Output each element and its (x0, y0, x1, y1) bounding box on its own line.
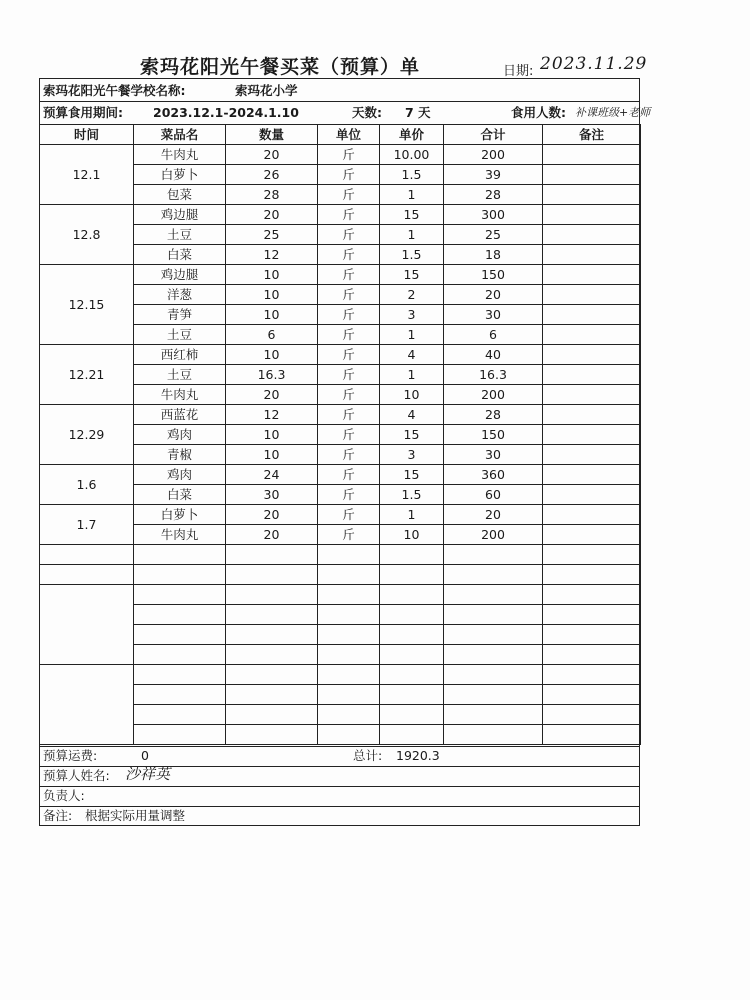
table-row (40, 345, 641, 365)
blank-cell (318, 605, 380, 625)
header-unit: 单位 (318, 125, 380, 145)
quantity-cell: 24 (226, 465, 318, 485)
blank-cell (380, 685, 444, 705)
blank-cell (543, 565, 641, 585)
note-cell (543, 485, 641, 505)
days-label: 天数: (352, 105, 382, 120)
blank-cell (134, 605, 226, 625)
date-cell: 12.29 (40, 405, 134, 465)
date-cell: 12.1 (40, 145, 134, 205)
quantity-cell: 25 (226, 225, 318, 245)
blank-cell (444, 725, 543, 745)
note-cell (543, 305, 641, 325)
date-cell: 12.8 (40, 205, 134, 265)
blank-cell (226, 625, 318, 645)
blank-cell (444, 645, 543, 665)
days-value: 7 天 (405, 105, 431, 120)
blank-cell (543, 665, 641, 685)
note-cell (543, 345, 641, 365)
unit-cell: 斤 (318, 465, 380, 485)
item-name-cell: 鸡肉 (134, 465, 226, 485)
line-total-cell: 360 (444, 465, 543, 485)
quantity-cell: 20 (226, 525, 318, 545)
responsible-row (39, 786, 640, 806)
blank-cell (134, 545, 226, 565)
remark-label: 备注: (43, 808, 73, 823)
table-row (40, 505, 641, 525)
unit-price-cell: 4 (380, 405, 444, 425)
unit-price-cell: 3 (380, 445, 444, 465)
blank-cell (444, 665, 543, 685)
blank-cell (380, 605, 444, 625)
item-name-cell: 土豆 (134, 325, 226, 345)
line-total-cell: 28 (444, 405, 543, 425)
blank-row (40, 585, 641, 605)
preparer-row (39, 766, 640, 786)
table-row (40, 145, 641, 165)
quantity-cell: 12 (226, 405, 318, 425)
unit-cell: 斤 (318, 205, 380, 225)
unit-cell: 斤 (318, 185, 380, 205)
unit-price-cell: 2 (380, 285, 444, 305)
preparer-label: 预算人姓名: (43, 768, 110, 783)
blank-cell (226, 725, 318, 745)
item-name-cell: 鸡边腿 (134, 205, 226, 225)
responsible-label: 负责人: (43, 788, 85, 803)
blank-cell (226, 605, 318, 625)
unit-cell: 斤 (318, 325, 380, 345)
blank-cell (380, 705, 444, 725)
blank-cell (543, 585, 641, 605)
note-cell (543, 445, 641, 465)
diners-value: 补课班级+老师 (575, 106, 651, 119)
blank-row (40, 545, 641, 565)
note-cell (543, 225, 641, 245)
line-total-cell: 6 (444, 325, 543, 345)
header-qty: 数量 (226, 125, 318, 145)
quantity-cell: 6 (226, 325, 318, 345)
blank-cell (444, 545, 543, 565)
quantity-cell: 20 (226, 505, 318, 525)
quantity-cell: 10 (226, 425, 318, 445)
note-cell (543, 525, 641, 545)
blank-date-cell (40, 585, 134, 665)
unit-price-cell: 1 (380, 225, 444, 245)
line-total-cell: 200 (444, 145, 543, 165)
item-name-cell: 牛肉丸 (134, 385, 226, 405)
unit-cell: 斤 (318, 385, 380, 405)
line-total-cell: 200 (444, 525, 543, 545)
line-total-cell: 28 (444, 185, 543, 205)
blank-cell (226, 545, 318, 565)
unit-price-cell: 1 (380, 365, 444, 385)
blank-cell (380, 645, 444, 665)
quantity-cell: 16.3 (226, 365, 318, 385)
diners-label: 食用人数: (511, 105, 566, 120)
line-total-cell: 150 (444, 265, 543, 285)
line-total-cell: 39 (444, 165, 543, 185)
blank-cell (380, 725, 444, 745)
quantity-cell: 20 (226, 385, 318, 405)
note-cell (543, 465, 641, 485)
item-name-cell: 白菜 (134, 245, 226, 265)
blank-cell (318, 725, 380, 745)
unit-price-cell: 1.5 (380, 245, 444, 265)
header-total: 合计 (444, 125, 543, 145)
blank-cell (226, 565, 318, 585)
unit-price-cell: 1.5 (380, 485, 444, 505)
blank-cell (543, 685, 641, 705)
freight-value: 0 (141, 748, 149, 763)
blank-cell (444, 565, 543, 585)
line-total-cell: 25 (444, 225, 543, 245)
note-cell (543, 325, 641, 345)
unit-price-cell: 1.5 (380, 165, 444, 185)
unit-cell: 斤 (318, 405, 380, 425)
note-cell (543, 505, 641, 525)
date-value: 2023.11.29 (540, 54, 648, 74)
unit-cell: 斤 (318, 265, 380, 285)
line-total-cell: 150 (444, 425, 543, 445)
unit-cell: 斤 (318, 225, 380, 245)
unit-cell: 斤 (318, 165, 380, 185)
quantity-cell: 10 (226, 445, 318, 465)
item-name-cell: 西红柿 (134, 345, 226, 365)
blank-cell (134, 665, 226, 685)
note-cell (543, 205, 641, 225)
item-name-cell: 白萝卜 (134, 505, 226, 525)
blank-cell (318, 625, 380, 645)
blank-cell (226, 585, 318, 605)
blank-cell (444, 605, 543, 625)
blank-cell (543, 545, 641, 565)
blank-cell (318, 565, 380, 585)
note-cell (543, 265, 641, 285)
item-name-cell: 鸡肉 (134, 425, 226, 445)
freight-label: 预算运费: (43, 748, 98, 763)
school-label: 索玛花阳光午餐学校名称: (43, 83, 186, 98)
quantity-cell: 30 (226, 485, 318, 505)
form-title: 索玛花阳光午餐买菜（预算）单 (140, 56, 421, 78)
blank-cell (543, 725, 641, 745)
blank-cell (444, 585, 543, 605)
note-cell (543, 165, 641, 185)
grand-total-label: 总计: (353, 748, 383, 763)
line-total-cell: 300 (444, 205, 543, 225)
unit-cell: 斤 (318, 365, 380, 385)
blank-cell (134, 625, 226, 645)
remark-row (39, 806, 640, 826)
blank-cell (380, 545, 444, 565)
header-date: 时间 (40, 125, 134, 145)
blank-cell (318, 545, 380, 565)
unit-cell: 斤 (318, 245, 380, 265)
table-row (40, 405, 641, 425)
period-value: 2023.12.1-2024.1.10 (153, 105, 299, 120)
blank-cell (134, 685, 226, 705)
unit-price-cell: 15 (380, 465, 444, 485)
blank-cell (318, 705, 380, 725)
note-cell (543, 245, 641, 265)
line-total-cell: 16.3 (444, 365, 543, 385)
quantity-cell: 26 (226, 165, 318, 185)
line-total-cell: 30 (444, 445, 543, 465)
unit-price-cell: 3 (380, 305, 444, 325)
quantity-cell: 20 (226, 145, 318, 165)
quantity-cell: 10 (226, 265, 318, 285)
note-cell (543, 425, 641, 445)
preparer-signature: 沙祥英 (125, 765, 171, 783)
blank-cell (543, 705, 641, 725)
note-cell (543, 185, 641, 205)
quantity-cell: 10 (226, 345, 318, 365)
table-row (40, 265, 641, 285)
blank-date-cell (40, 665, 134, 745)
unit-cell: 斤 (318, 305, 380, 325)
date-cell: 12.15 (40, 265, 134, 345)
item-name-cell: 洋葱 (134, 285, 226, 305)
item-name-cell: 土豆 (134, 225, 226, 245)
line-total-cell: 60 (444, 485, 543, 505)
date-label: 日期: (503, 64, 534, 79)
item-name-cell: 白萝卜 (134, 165, 226, 185)
purchase-table (39, 124, 641, 745)
note-cell (543, 365, 641, 385)
blank-date-cell (40, 545, 134, 565)
blank-cell (444, 625, 543, 645)
quantity-cell: 10 (226, 285, 318, 305)
item-name-cell: 牛肉丸 (134, 145, 226, 165)
unit-price-cell: 10 (380, 525, 444, 545)
blank-cell (543, 625, 641, 645)
school-name: 索玛花小学 (235, 83, 298, 98)
blank-cell (380, 665, 444, 685)
item-name-cell: 西蓝花 (134, 405, 226, 425)
table-row (40, 465, 641, 485)
line-total-cell: 18 (444, 245, 543, 265)
blank-row (40, 665, 641, 685)
unit-price-cell: 10.00 (380, 145, 444, 165)
line-total-cell: 20 (444, 505, 543, 525)
blank-cell (444, 705, 543, 725)
item-name-cell: 鸡边腿 (134, 265, 226, 285)
blank-cell (380, 585, 444, 605)
unit-price-cell: 15 (380, 265, 444, 285)
note-cell (543, 285, 641, 305)
remark-value: 根据实际用量调整 (85, 808, 186, 823)
line-total-cell: 200 (444, 385, 543, 405)
unit-cell: 斤 (318, 425, 380, 445)
note-cell (543, 385, 641, 405)
blank-cell (226, 705, 318, 725)
quantity-cell: 20 (226, 205, 318, 225)
period-row (39, 103, 651, 123)
period-label: 预算食用期间: (43, 105, 123, 120)
quantity-cell: 28 (226, 185, 318, 205)
grand-total-value: 1920.3 (396, 748, 440, 763)
unit-price-cell: 15 (380, 425, 444, 445)
item-name-cell: 白菜 (134, 485, 226, 505)
date-cell: 1.7 (40, 505, 134, 545)
blank-cell (318, 685, 380, 705)
unit-cell: 斤 (318, 445, 380, 465)
freight-row (39, 746, 640, 766)
unit-cell: 斤 (318, 525, 380, 545)
blank-cell (134, 725, 226, 745)
note-cell (543, 405, 641, 425)
header-price: 单价 (380, 125, 444, 145)
blank-cell (543, 645, 641, 665)
blank-cell (318, 585, 380, 605)
unit-price-cell: 15 (380, 205, 444, 225)
unit-price-cell: 4 (380, 345, 444, 365)
line-total-cell: 40 (444, 345, 543, 365)
blank-cell (380, 625, 444, 645)
quantity-cell: 10 (226, 305, 318, 325)
unit-cell: 斤 (318, 145, 380, 165)
unit-cell: 斤 (318, 285, 380, 305)
blank-cell (226, 645, 318, 665)
header-item: 菜品名 (134, 125, 226, 145)
blank-cell (543, 605, 641, 625)
note-cell (543, 145, 641, 165)
unit-price-cell: 1 (380, 505, 444, 525)
unit-price-cell: 1 (380, 185, 444, 205)
blank-cell (134, 705, 226, 725)
blank-cell (226, 685, 318, 705)
quantity-cell: 12 (226, 245, 318, 265)
item-name-cell: 土豆 (134, 365, 226, 385)
blank-cell (226, 665, 318, 685)
date-cell: 12.21 (40, 345, 134, 405)
blank-cell (318, 665, 380, 685)
item-name-cell: 青笋 (134, 305, 226, 325)
divider (39, 101, 640, 102)
line-total-cell: 30 (444, 305, 543, 325)
item-name-cell: 青椒 (134, 445, 226, 465)
unit-cell: 斤 (318, 505, 380, 525)
blank-cell (318, 645, 380, 665)
blank-cell (134, 585, 226, 605)
date-cell: 1.6 (40, 465, 134, 505)
unit-cell: 斤 (318, 345, 380, 365)
blank-row (40, 565, 641, 585)
line-total-cell: 20 (444, 285, 543, 305)
item-name-cell: 牛肉丸 (134, 525, 226, 545)
blank-cell (444, 685, 543, 705)
unit-cell: 斤 (318, 485, 380, 505)
table-header-row (40, 125, 641, 145)
blank-cell (380, 565, 444, 585)
unit-price-cell: 1 (380, 325, 444, 345)
header-note: 备注 (543, 125, 641, 145)
school-row (39, 81, 640, 101)
unit-price-cell: 10 (380, 385, 444, 405)
blank-cell (134, 565, 226, 585)
blank-cell (134, 645, 226, 665)
blank-date-cell (40, 565, 134, 585)
item-name-cell: 包菜 (134, 185, 226, 205)
table-row (40, 205, 641, 225)
